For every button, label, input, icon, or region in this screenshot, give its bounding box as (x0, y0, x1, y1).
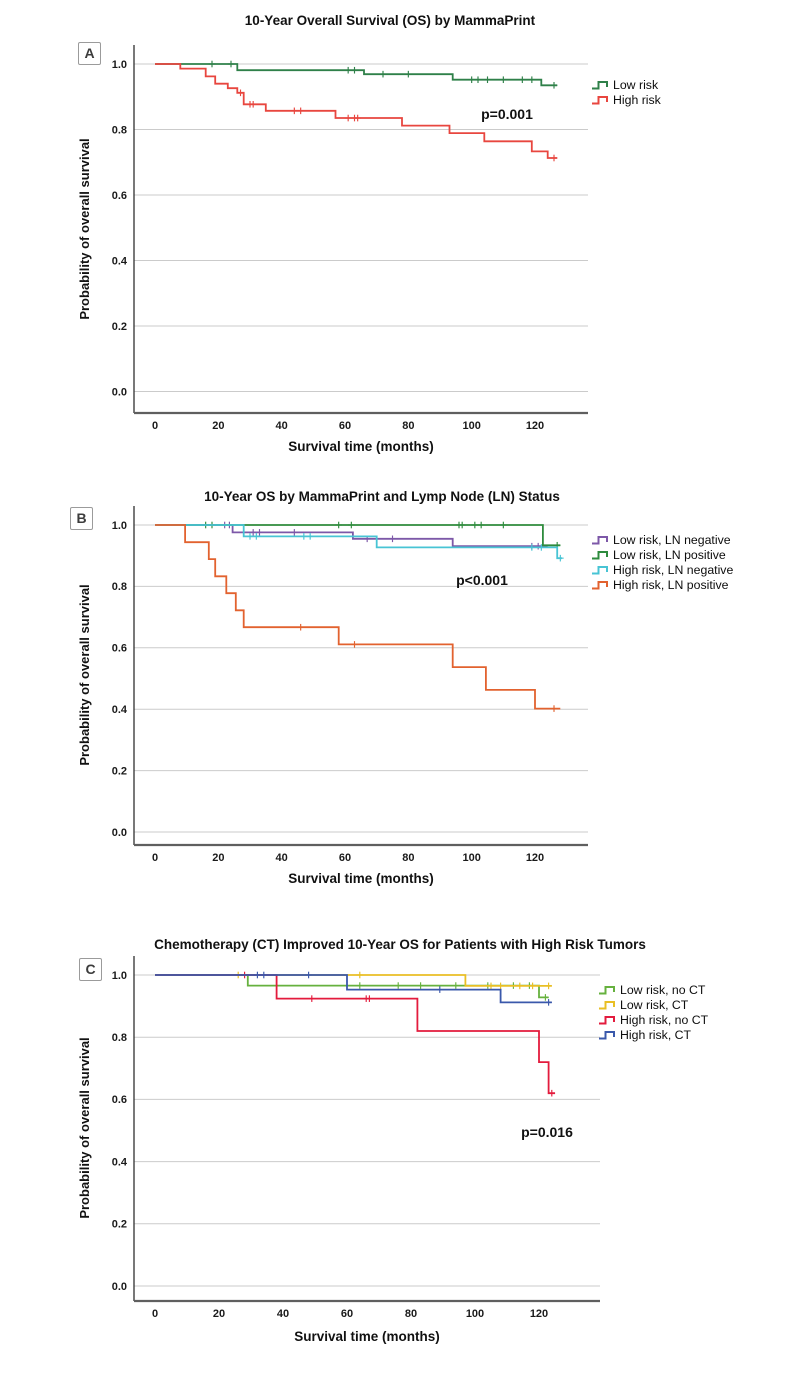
legend-label: High risk, no CT (620, 1012, 709, 1027)
x-tick-label: 20 (212, 420, 225, 432)
km-curve-high-risk-ln-negative (155, 525, 562, 558)
legend-label: High risk, LN positive (613, 577, 729, 592)
panel-c-p-value: p=0.016 (521, 1124, 573, 1140)
y-tick-label: 0.8 (111, 1032, 127, 1044)
legend-item-low-risk-no-ct (598, 982, 708, 997)
panel-c-legend (598, 982, 708, 1042)
x-tick-label: 80 (402, 420, 415, 432)
panel-c-title: Chemotherapy (CT) Improved 10-Year OS for Patients with High Risk Tumors (154, 937, 646, 952)
x-tick-label: 120 (529, 1308, 549, 1320)
legend-item-high-risk-ln-negative (591, 562, 733, 577)
legend-swatch-icon (598, 1029, 619, 1041)
legend-item-high-risk-no-ct (598, 1012, 708, 1027)
legend-label: Low risk, LN positive (613, 547, 726, 562)
x-tick-label: 100 (462, 852, 481, 864)
panel-b-label: B (70, 507, 93, 530)
panel-b-title: 10-Year OS by MammaPrint and Lymp Node (LN) Status (204, 489, 560, 504)
legend-swatch-icon (598, 999, 619, 1011)
km-curve-low-risk-ct (155, 975, 552, 986)
y-tick-label: 0.0 (111, 386, 127, 399)
km-curve-high-risk-no-ct (155, 975, 555, 1093)
x-tick-label: 80 (404, 1308, 418, 1320)
y-tick-label: 0.4 (111, 255, 127, 268)
legend-label: High risk, LN negative (613, 562, 734, 577)
legend-swatch-icon (591, 564, 612, 576)
x-tick-label: 0 (151, 420, 159, 432)
legend-swatch-icon (591, 579, 612, 591)
legend-item-high-risk-ln-positive (591, 577, 733, 592)
x-tick-label: 0 (151, 1308, 159, 1320)
y-tick-label: 0.2 (111, 765, 127, 778)
x-tick-label: 0 (151, 852, 159, 864)
panel-a-x-axis-title: Survival time (months) (288, 439, 434, 454)
censor-marks-high-risk-ct (254, 972, 552, 1006)
x-tick-label: 100 (465, 1308, 485, 1320)
panel-c-label: C (79, 958, 102, 981)
legend-swatch-icon (591, 534, 612, 546)
panel-a-p-value: p=0.001 (481, 106, 533, 122)
x-tick-label: 60 (338, 420, 352, 432)
x-tick-label: 40 (276, 1308, 290, 1320)
legend-item-low-risk-ln-negative (591, 532, 733, 547)
legend-swatch-icon (591, 549, 612, 561)
legend-label: Low risk, CT (620, 997, 689, 1012)
x-tick-label: 60 (338, 852, 352, 864)
panel-b-legend (591, 532, 733, 592)
panel-a-y-axis-title: Probability of overall survival (77, 138, 92, 320)
y-tick-label: 0.4 (111, 704, 127, 716)
km-curve-low-risk-ln-positive (155, 525, 560, 545)
x-tick-label: 120 (525, 420, 545, 432)
legend-swatch-icon (598, 1014, 619, 1026)
legend-swatch-icon (591, 79, 612, 91)
y-tick-label: 0.2 (111, 1218, 127, 1231)
legend-label: Low risk, no CT (620, 982, 706, 997)
km-curve-high-risk-ln-positive (155, 525, 560, 709)
panel-b-x-axis-title: Survival time (months) (288, 871, 434, 886)
panel-a-title: 10-Year Overall Survival (OS) by MammaPrint (244, 13, 536, 28)
legend-label: Low risk, LN negative (613, 532, 731, 547)
legend-label: High risk (613, 92, 661, 107)
x-tick-label: 80 (402, 852, 415, 864)
y-tick-label: 0.0 (111, 826, 127, 839)
y-tick-label: 0.6 (111, 642, 127, 655)
y-tick-label: 0.8 (111, 581, 127, 594)
y-tick-label: 0.2 (111, 320, 127, 333)
legend-item-low-risk-ct (598, 997, 708, 1012)
x-tick-label: 100 (462, 420, 481, 432)
legend-item-high-risk (591, 92, 661, 107)
y-tick-label: 0.6 (111, 1094, 127, 1107)
panel-b-y-axis-title: Probability of overall survival (77, 584, 92, 766)
legend-label: Low risk (613, 77, 659, 92)
legend-label: High risk, CT (620, 1027, 692, 1042)
panel-c-y-axis-title: Probability of overall survival (77, 1037, 92, 1219)
censor-marks-high-risk (237, 90, 557, 162)
legend-item-high-risk-ct (598, 1027, 708, 1042)
panel-c-x-axis-title: Survival time (months) (294, 1329, 440, 1344)
y-tick-label: 0.8 (111, 124, 127, 137)
panel-b-p-value: p<0.001 (456, 572, 508, 588)
x-tick-label: 20 (212, 852, 225, 864)
x-tick-label: 60 (340, 1308, 354, 1320)
panel-a-label: A (78, 42, 101, 65)
y-tick-label: 0.0 (111, 1280, 127, 1293)
y-tick-label: 1.0 (111, 58, 127, 71)
panel-a-legend (591, 77, 661, 107)
y-tick-label: 0.4 (111, 1156, 127, 1169)
x-tick-label: 120 (525, 852, 545, 864)
censor-marks-high-risk-ln-positive (297, 624, 557, 712)
y-tick-label: 0.6 (111, 189, 127, 202)
legend-item-low-risk (591, 77, 661, 92)
censor-marks-low-risk (209, 61, 558, 89)
legend-swatch-icon (598, 984, 619, 996)
x-tick-label: 40 (275, 420, 288, 432)
y-tick-label: 1.0 (111, 519, 127, 532)
legend-item-low-risk-ln-positive (591, 547, 733, 562)
x-tick-label: 20 (212, 1308, 226, 1320)
x-tick-label: 40 (275, 852, 288, 864)
y-tick-label: 1.0 (111, 969, 127, 982)
legend-swatch-icon (591, 94, 612, 106)
